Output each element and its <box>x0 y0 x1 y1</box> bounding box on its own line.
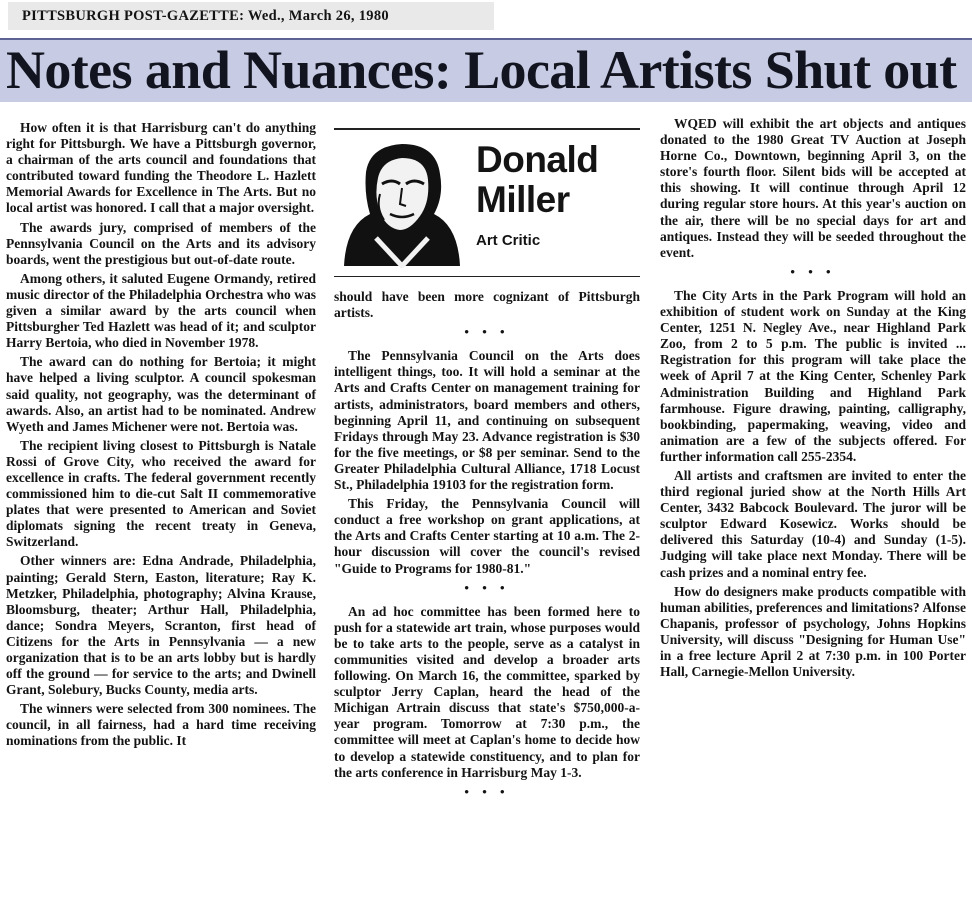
paragraph: All artists and craftsmen are invited to enter the third regional juried show at the North Hills Art Center, 3432 Babcock Boulevard. The juror will be sculptor Edward Kosewicz. Works should be delivered this Saturday (10-4) and Sunday (1-5). Judging will take place next Monday. There will be cash prizes and a nominal entry fee. <box>660 467 966 580</box>
masthead <box>8 2 494 30</box>
article-column-3 <box>660 116 966 683</box>
portrait-image <box>336 138 466 268</box>
author-role: Art Critic <box>476 232 541 249</box>
paragraph: The winners were selected from 300 nominees. The council, in all fairness, had a hard time receiving nominations from the public. It <box>6 701 316 749</box>
paragraph: The award can do nothing for Bertoia; it might have helped a living sculptor. A council spokesman said quality, not geography, was the determinant of awards. Also, an artist had to be nominated. Andrew Wyeth and James Michener were not. Bertoia was. <box>6 354 316 434</box>
separator: • • • <box>790 263 836 279</box>
separator: • • • <box>464 783 510 799</box>
paragraph: should have been more cognizant of Pittsburgh artists. <box>334 289 640 321</box>
paragraph: Other winners are: Edna Andrade, Philadelphia, painting; Gerald Stern, Easton, literature; Ray K. Metzker, Philadelphia, photography; Alvina Krause, Bloomsburg, theater; Arthur Hall, Philadelphia, dance; Sondra Meyers, Scranton, first head of Citizens for the Arts in Pennsylvania — a new organization that is to be an arts lobby but is hardly off the ground — for service to the arts; and Dwinell Grant, Solebury, Bucks County, media arts. <box>6 553 316 698</box>
paragraph: This Friday, the Pennsylvania Council will conduct a free workshop on grant applications, at the Arts and Crafts Center starting at 10 a.m. The 2-hour discussion will cover the council's revised "Guide to Programs for 1980-81." <box>334 496 640 576</box>
paragraph: An ad hoc committee has been formed here to push for a statewide art train, whose purposes would be to take arts to the people, serve as a catalyst in communities visited and develop a broader arts following. On March 16, the committee, sparked by sculptor Jerry Caplan, heard the head of the Michigan Artrain discuss that state's $750,000-a-year program. Tomorrow at 7:30 p.m., the committee will meet at Caplan's home to decide how to develop a statewide constituency, and to plan for the arts conference in Harrisburg May 1-3. <box>334 603 640 780</box>
paragraph: The City Arts in the Park Program will hold an exhibition of student work on Sunday at the King Center, 1251 N. Negley Ave., near Highland Park Zoo, from 2 to 5 p.m. The public is invited ... Registration for this program will take place the week of April 7 at the King Center, Schenley Park Administration Building and Highland Park farmhouse. Figure drawing, painting, calligraphy, bookbinding, papermaking, weaving, video and animation are a few of the subjects offered. For further information call 255-2354. <box>660 287 966 464</box>
headline: Notes and Nuances: Local Artists Shut out <box>6 40 957 100</box>
author-name-line-2: Miller <box>476 179 570 220</box>
headline-bar <box>0 38 972 102</box>
paragraph: WQED will exhibit the art objects and antiques donated to the 1980 Great TV Auction at Joseph Horne Co., Downtown, beginning April 3, on the store's fourth floor. Silent bids will be accepted at this showing. It will continue through April 12 during regular store hours. At this year's auction on the air, there will be no special days for art and antiques. Instead they will be seeded throughout the event. <box>660 116 966 260</box>
paragraph: How do designers make products compatible with human abilities, preferences and limitations? Alfonse Chapanis, professor of psychology, Johns Hopkins University, will discuss "Designing for Human Use" in a free lecture April 2 at 7:30 p.m. in 100 Porter Hall, Carnegie-Mellon University. <box>660 583 966 680</box>
separator: • • • <box>464 324 510 340</box>
paragraph: The Pennsylvania Council on the Arts does intelligent things, too. It will hold a seminar at the Arts and Crafts Center on management training for artists, administrators, board members and others, beginning April 11, and continuing on subsequent Fridays through May 23. Advance registration is $30 for the five meetings, or $8 per seminar. Send to the Greater Philadelphia Cultural Alliance, 1718 Locust St., Philadelphia 19103 for the registration form. <box>334 348 640 493</box>
paragraph: Among others, it saluted Eugene Ormandy, retired music director of the Philadelphia Orchestra who was given a similar award by the arts council when Pittsburgher Ted Hazlett was head of it; and sculptor Harry Bertoia, who died in November 1978. <box>6 270 316 351</box>
masthead-text: PITTSBURGH POST-GAZETTE: Wed., March 26, 1980 <box>22 8 389 24</box>
article-column-1 <box>6 120 316 753</box>
paragraph: The recipient living closest to Pittsburgh is Natale Rossi of Grove City, who received the award for excellence in crafts. The federal government recently commissioned him to die-cut Salt II commemorative plates that were presented to American and Soviet diplomats signing the recent treaty in Geneva, Switzerland. <box>6 437 316 550</box>
byline-box <box>334 128 640 277</box>
paragraph: The awards jury, comprised of members of the Pennsylvania Council on the Arts and its advisory boards, went the prestigious but out-of-date route. <box>6 219 316 267</box>
separator: • • • <box>464 579 510 595</box>
article-column-2 <box>334 289 640 808</box>
author-name <box>476 140 598 220</box>
paragraph: How often it is that Harrisburg can't do anything right for Pittsburgh. We have a Pittsburgh governor, a chairman of the arts council and foundations that contributed toward funding the Theodore L. Hazlett Memorial Awards for Excellence in The Arts. But no local artist was honored. I call that a major oversight. <box>6 120 316 216</box>
author-name-line-1: Donald <box>476 139 599 180</box>
